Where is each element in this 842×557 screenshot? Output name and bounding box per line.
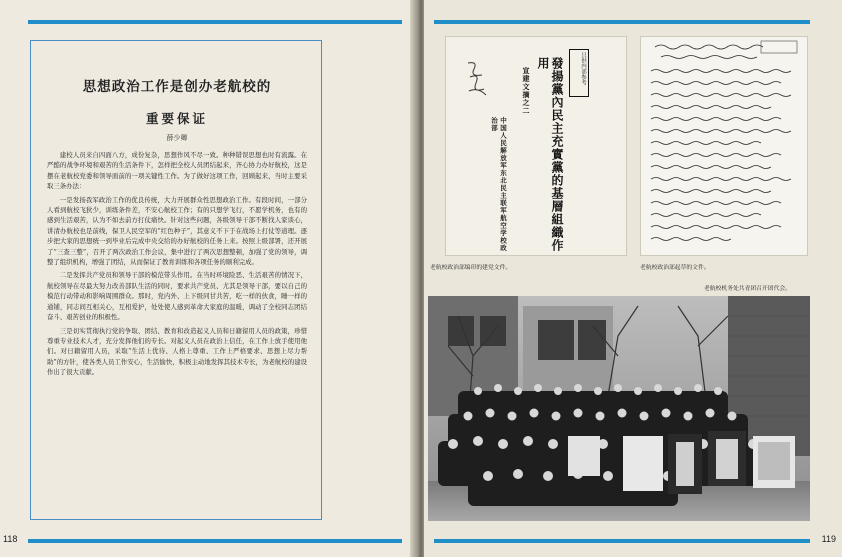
body-paragraph: 建校人员来自四面八方，成份复杂，思想作风不尽一致。种种错误思想也时有流露。在严酷的战争环境和艰苦的生活条件下，怎样把全校人员团结起来，齐心协力办好航校，这是摆在老航校党委和领导面前的一项关键性工作。为了做好这项工作，回顾起来，当时主要采取三条办法： <box>47 151 307 191</box>
article-title: 思想政治工作是创办老航校的 <box>82 79 272 95</box>
body-paragraph: 一是发扬我军政治工作的优良传统，大力开展群众性思想政治工作。有段时间，一部分人看到航校飞狄少，训练条件差，不安心航校工作；有的只想学飞行，不愿学机务，也有的感到生活艰苦，认为不如去前方打仗痛快。针对这些问题，各级领导干部不断找人家谈心，讲清办航校也是前线，保卫人民空军的“红色种子”，其意义不下于在战场上打仗等道理。逐步把大家的思想统一到毕业后完成中央交给的办好航校的任务上来。按照上级部署，还开展了“三查三整”，召开了两次政治工作会议，集中进行了两次思想整顿，加强了党的领导，调整了组织机构，增强了团结，从而保证了教育训练和各项任务的顺利完成。 <box>47 195 307 267</box>
handwritten-letter-scan <box>640 36 808 256</box>
group-photo <box>428 296 810 521</box>
caption-photo: 老航校机务处共青团召开团代会。 <box>704 286 791 292</box>
signature <box>464 59 492 103</box>
article-box <box>30 40 322 520</box>
body-paragraph: 二是发挥共产党员和领导干部的模范带头作用。在当时环境险恶、生活艰苦的情况下，航校领导在尽最大努力改善部队生活的同时，要求共产党员、尤其是领导干部，要以自己的模范行动带动和影响周围群众。那时，党内外、上下级同甘共苦，吃一样的伙食，睡一样的通铺，同志间互相关心，互相爱护，处处使人感到革命大家庭的温暖，调动了全校同志团结奋斗、艰苦创业的积极性。 <box>47 271 307 322</box>
document-stamp: 只供内部参考 <box>569 49 589 97</box>
document-headline: 發揚黨內民主充實黨的基層組織作用 <box>536 57 564 252</box>
bottom-rule <box>434 539 810 543</box>
bottom-rule <box>28 539 402 543</box>
page-number: 119 <box>821 534 836 544</box>
caption-doc: 老航校政治部编印的建党文件。 <box>430 265 512 271</box>
page-number: 118 <box>3 534 18 544</box>
left-page <box>0 0 418 557</box>
article-subtitle: 重要保证 <box>145 111 208 126</box>
handwriting-lines <box>641 37 808 256</box>
article-author: 薛少卿 <box>166 134 188 142</box>
document-unit: 中国人民解放军东北民主联军航空学校政治部 <box>490 117 507 252</box>
document-series: 宣建文摘之二 <box>522 67 531 115</box>
top-rule <box>28 20 402 24</box>
body-paragraph: 三是切实贯彻执行党的争取、团结、教育和改造起义人员和日籍留用人员的政策，珍惜尊重专业技术人才，充分发挥他们的专长。对起义人员在政治上信任，在工作上放手使用他们。对日籍留用人员，采取“生活上优待、人格上尊重、工作上严格要求、思想上尽力帮助”的方针，使各类人员工作安心，生活愉快，积极主动地发挥其技术专长，为老航校的建设作出了很大贡献。 <box>47 326 307 377</box>
top-rule <box>434 20 810 24</box>
party-document-scan <box>445 36 627 256</box>
caption-letter: 老航校政治部起草的文件。 <box>640 265 710 271</box>
group-photo-image <box>428 296 810 521</box>
